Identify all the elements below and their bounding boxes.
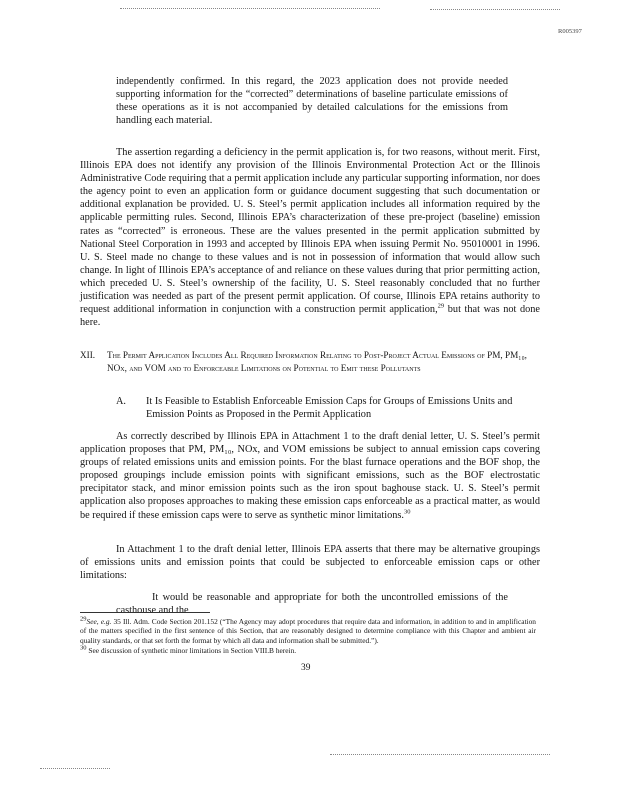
footnote-ref-29: 29: [437, 302, 445, 310]
paragraph-deficiency-assertion: [80, 146, 540, 329]
paragraph-alternative-groupings: [80, 543, 540, 582]
block-quote-2: [116, 591, 508, 617]
footnote-29: $^{29}$See, e.g. 35 Ill. Adm. Code Section 201.152 (“The Agency may adopt procedures that require data and information, in addition to and in amplification of the matters specified in the first sentence of this Section, that are reasonably designed to determine compliance with this Chapter and ambient air quality standards, or that set forth the format by which all data and information shall be submitted.”).: [80, 615, 536, 645]
page-number: 39: [301, 663, 311, 673]
section-title: The Permit Application Includes All Required Information Relating to Post-Project Actual Emissions of PM, PM₁₀, NOx, and VOM and to Enforceable Limitations on Potential to Emit these Pollutants: [107, 350, 527, 373]
quote-2-text: It would be reasonable and appropriate for both the uncontrolled emissions of the casthouse and the: [116, 592, 508, 617]
footnote-separator: [80, 612, 210, 613]
scan-artifact-bottom-left: [40, 768, 110, 769]
quote-continuation-text: independently confirmed. In this regard, the 2023 application does not provide needed supporting information for the “corrected” determinations of baseline particulate emissions of these operations as it is not accompanied by detailed calculations for the emissions from handling each material.: [116, 76, 508, 127]
subsection-title: It Is Feasible to Establish Enforceable Emission Caps for Groups of Emissions Units and Emission Points as Proposed in the Permit Application: [146, 396, 513, 420]
paragraph-2-text: As correctly described by Illinois EPA in Attachment 1 to the draft denial letter, U. S. Steel’s permit application proposes that PM, PM₁₀, NOx, and VOM emissions be subject to annual emission caps covering groups of related emissions units and emission points. For the blast furnace operations and the BOF shop, the proposed groupings include emission points with significant emissions, such as the BOF electrostatic precipitator stack, and minor emission points such as the iron spout baghouse stack. U. S. Steel’s permit application also proposes approaches to making these emission caps enforceable as a practical matter, as would be required if these emission caps were to serve as synthetic minor limitations.$^{30}$: [80, 431, 540, 521]
footnote-ref-30: 30: [403, 508, 411, 516]
paragraph-3-text: In Attachment 1 to the draft denial letter, Illinois EPA asserts that there may be alternative groupings of emissions units and emission points that could be subjected to enforceable emission caps or other limitations:: [80, 544, 540, 582]
scan-artifact-top-right: [430, 9, 560, 10]
scan-artifact-bottom-right: [330, 754, 550, 755]
subsection-number: A.: [116, 396, 127, 407]
bates-number: R005397: [558, 28, 582, 35]
block-quote-continuation: [116, 75, 508, 127]
scan-artifact-top: [120, 8, 380, 9]
section-number: XII.: [80, 350, 96, 360]
paragraph-1-text: The assertion regarding a deficiency in the permit application is, for two reasons, without merit. First, Illinois EPA does not identify any provision of the Illinois Environmental Protection Act or the Illinois Administrative Code requiring that a permit application include any particular supporting information, nor does the agency point to even an application form or guidance document suggesting that such documentation or additional explanation be provided. U. S. Steel’s permit application includes all information required by the applicable permitting rules. Second, Illinois EPA’s characterization of these pre-project (baseline) emission rates as “corrected” is erroneous. These are the values presented in the permit application submitted by National Steel Corporation in 1993 and accepted by Illinois EPA when issuing Permit No. 95010001 in 1996. U. S. Steel made no change to these values and is not in possession of information that would allow such change. In light of Illinois EPA’s acceptance of and reliance on these values during that prior permitting action, which preceded U. S. Steel’s ownership of the facility, U. S. Steel reasonably concluded that no further justification was needed as part of the present permit application. Of course, Illinois EPA retains authority to request additional information in conjunction with a construction permit application,$^{29}$ but that was not done here.: [80, 147, 541, 329]
footnote-30: $^{30}$ See discussion of synthetic minor limitations in Section VIII.B herein.: [80, 644, 297, 655]
paragraph-emission-caps: [80, 430, 540, 522]
